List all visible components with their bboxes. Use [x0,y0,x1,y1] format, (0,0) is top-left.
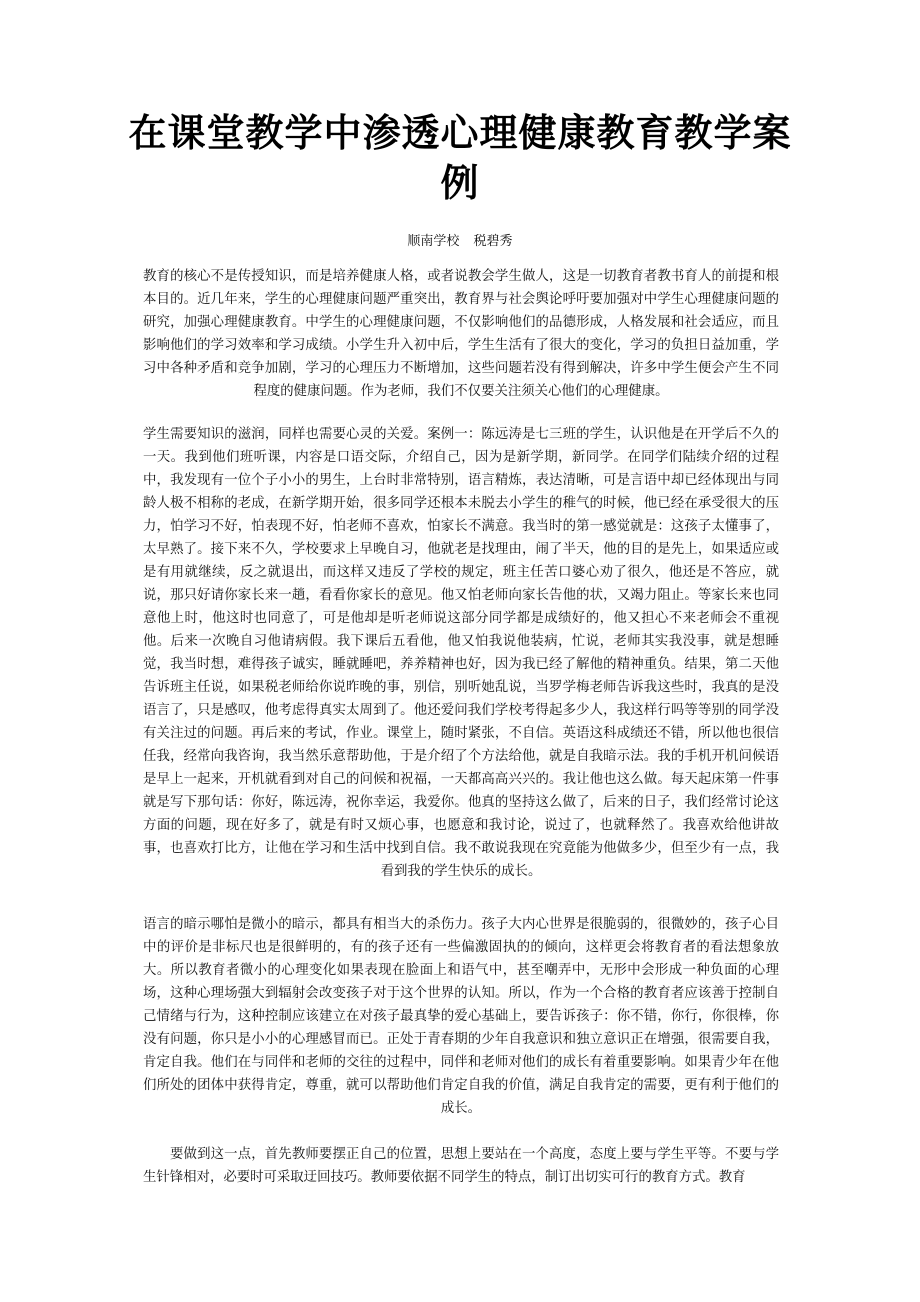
paragraph-language-hint: 语言的暗示哪怕是微小的暗示，都具有相当大的杀伤力。孩子大内心世界是很脆弱的，很微妙的，孩子心目中的评价是非标尺也是很鲜明的，有的孩子还有一些偏激固执的的倾向，这样更会将教育者的看法想象放大。所以教育者微小的心理变化如果表现在脸面上和语气中，甚至嘲弄中，无形中会形成一种负面的心理场，这种心理场强大到辐射会改变孩子对于这个世界的认知。所以，作为一个合格的教育者应该善于控制自己情绪与行为，这种控制应该建立在对孩子最真挚的爱心基础上，要告诉孩子：你不错，你行，你很棒，你没有问题，你只是小小的心理感冒而已。正处于青春期的少年自我意识和独立意识正在增强，很需要自我，肯定自我。他们在与同伴和老师的交往的过程中，同伴和老师对他们的成长有着重要影响。如果青少年在他们所处的团体中获得肯定，尊重，就可以帮助他们肯定自我的价值，满足自我肯定的需要，更有利于他们的成长。 [143,917,779,1116]
document-title: 在课堂教学中渗透心理健康教育教学案例 [128,111,792,205]
author-line: 顺南学校 税碧秀 [407,234,513,249]
paragraph-intro: 教育的核心不是传授知识，而是培养健康人格，或者说教会学生做人，这是一切教育者教书育人的前提和根本目的。近几年来，学生的心理健康问题严重突出，教育界与社会舆论呼吁要加强对中学生心理健康问题的研究，加强心理健康教育。中学生的心理健康问题，不仅影响他们的品德形成，人格发展和社会适应，而且影响他们的学习效率和学习成绩。小学生升入初中后，学生生活有了很大的变化，学习的负担日益加重，学习中各种矛盾和竞争加剧，学习的心理压力不断增加，这些问题若没有得到解决，许多中学生便会产生不同程度的健康问题。作为老师，我们不仅要关注须关心他们的心理健康。 [143,269,779,399]
paragraph-case-one: 学生需要知识的滋润，同样也需要心灵的关爱。案例一：陈远涛是七三班的学生，认识他是在开学后不久的一天。我到他们班听课，内容是口语交际，介绍自己，因为是新学期，新同学。在同学们陆续介绍的过程中，我发现有一位个子小小的男生，上台时非常特别，语言精炼，表达清晰，可是言语中却已经体现出与同龄人极不相称的老成，在新学期开始，很多同学还根本未脱去小学生的稚气的时候，他已经在承受很大的压力，怕学习不好，怕表现不好，怕老师不喜欢，怕家长不满意。我当时的第一感觉就是：这孩子太懂事了，太早熟了。接下来不久，学校要求上早晚自习，他就老是找理由，闹了半天，他的目的是先上，如果适应或是有用就继续，反之就退出，而这样又违反了学校的规定，班主任苦口婆心劝了很久，他还是不答应，就说，那只好请你家长来一趟，看看你家长的意见。他又怕老师向家长告他的状，又竭力阻止。等家长来也同意他上时，他这时也同意了，可是他却是听老师说这部分同学都是成绩好的，他又担心不来老师会不重视他。后来一次晚自习他请病假。我下课后五看他，他又怕我说他装病，忙说，老师其实我没事，就是想睡觉，我当时想，难得孩子诚实，睡就睡吧，养养精神也好，因为我已经了解他的精神重负。结果，第二天他告诉班主任说，如果税老师给你说昨晚的事，别信，别听她乱说，当罗学梅老师告诉我这些时，我真的是没语言了，只是感叹，他考虑得真实太周到了。他还爱问我们学校考得起多少人，我这样行吗等等别的同学没有关注过的问题。再后来的考试，作业。课堂上，随时紧张，不自信。英语这科成绩还不错，所以他也很信任我，经常向我咨询，我当然乐意帮助他，于是介绍了个方法给他，就是自我暗示法。我的手机开机问候语是早上一起来，开机就看到对自己的问候和祝福，一天都高高兴兴的。我让他也这么做。每天起床第一件事就是写下那句话：你好，陈远涛，祝你幸运，我爱你。他真的坚持这么做了，后来的日子，我们经常讨论这方面的问题，现在好多了，就是有时又烦心事，也愿意和我讨论，说过了，也就释然了。我喜欢给他讲故事，也喜欢打比方，让他在学习和生活中找到自信。我不敢说我现在究竟能为他做多少，但至少有一点，我看到我的学生快乐的成长。 [143,427,779,879]
paragraph-teacher-position: 要做到这一点，首先教师要摆正自己的位置，思想上要站在一个高度，态度上要与学生平等。不要与学生针锋相对，必要时可采取迂回技巧。教师要依据不同学生的特点，制订出切实可行的教育方式。教育 [143,1147,779,1185]
